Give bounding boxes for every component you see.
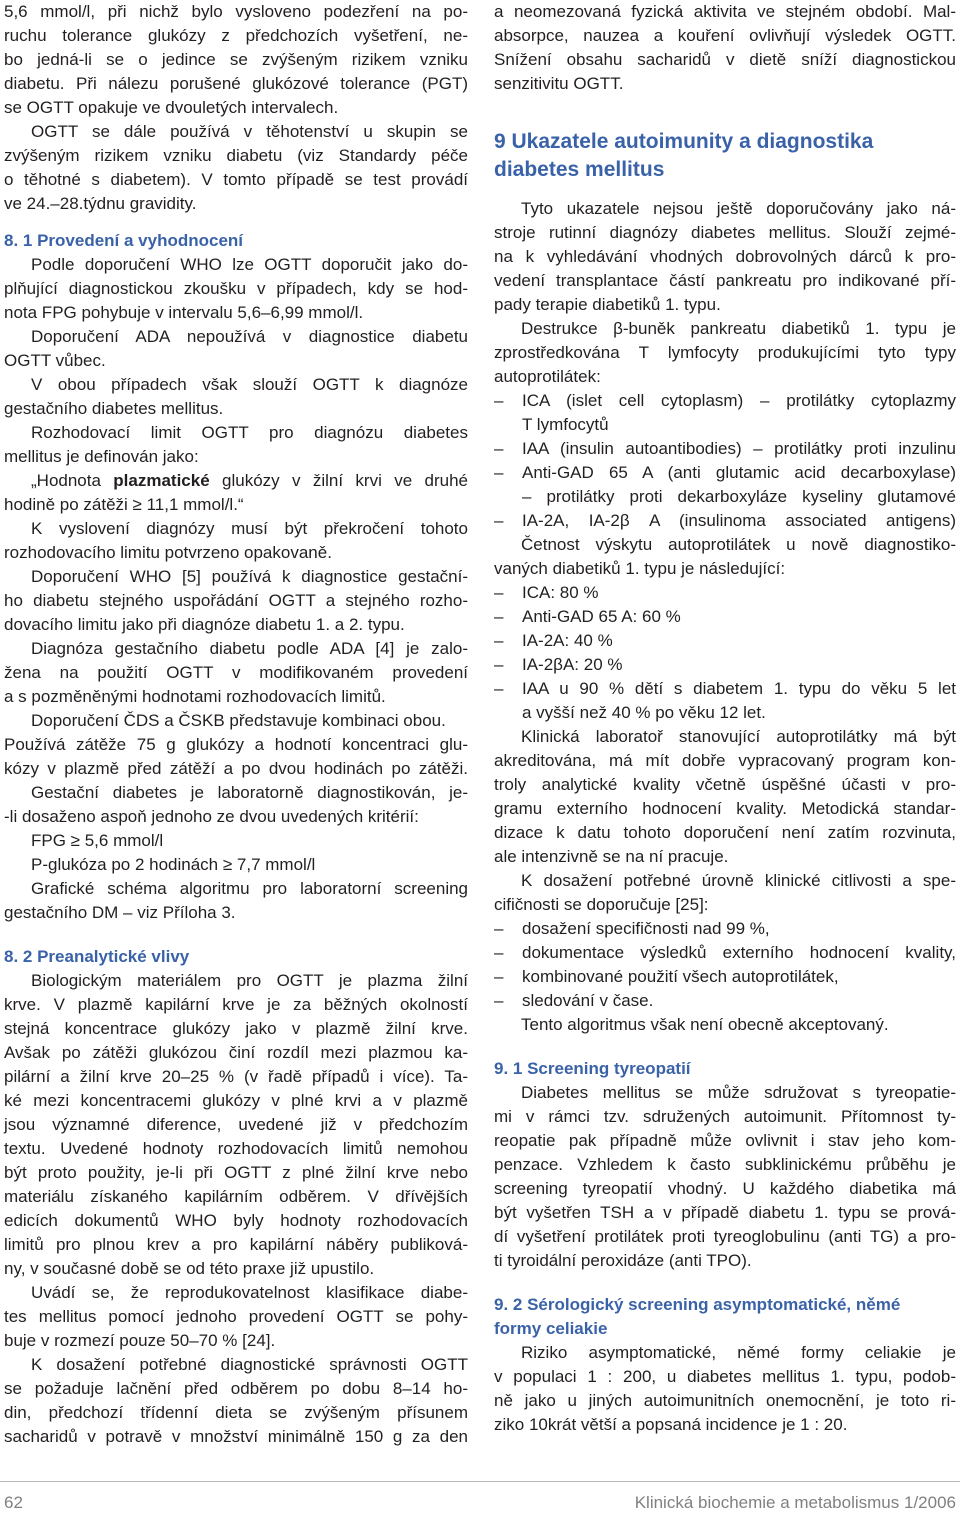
subsection-heading: formy celiakie [494, 1319, 608, 1338]
text-line: hodině po zátěži ≥ 11,1 mmol/l.“ [4, 495, 244, 514]
text-line: dovacího limitu jako při diagnóze diabetu 1. a 2. typu. [4, 615, 405, 634]
list-dash: – [494, 655, 504, 674]
text-line: OGTT se dále používá v těhotenství u skupin se [31, 122, 468, 141]
text-line: Četnost výskytu autoprotilátek u nově diagnostiko- [521, 535, 956, 554]
text-line: Diagnóza gestačního diabetu podle ADA [4] je zalo- [31, 639, 468, 658]
text-line: gramu externího hodnocení kvality. Metodická standar- [494, 799, 956, 818]
text-line: Gestační diabetes je laboratorně diagnostikován, je- [31, 783, 468, 802]
text-line: -li dosaženo aspoň jednoho ze dvou uvedených kritérií: [4, 807, 419, 826]
text-line: Tento algoritmus však není obecně akceptovaný. [521, 1015, 889, 1034]
text-line: krve. V plazmě kapilární krve je za běžných okolností [4, 995, 468, 1014]
page-number: 62 [4, 1493, 23, 1512]
right-column [494, 0, 956, 1437]
spacer [494, 96, 956, 128]
text-line: ti tyroidální peroxidáze (anti TPO). [494, 1251, 752, 1270]
list-dash: – [494, 607, 504, 626]
text-line: penzace. Vzhledem k často subklinickému průběhu je [494, 1155, 956, 1174]
spacer [494, 184, 956, 197]
footer-divider [0, 1481, 960, 1482]
text-line: ho diabetu stejného uspořádání OGTT a stejného rozho- [4, 591, 468, 610]
text-line: se OGTT opakuje ve dvouletých intervalech. [4, 98, 339, 117]
text-line: Doporučení ČDS a ČSKB představuje kombinaci obou. [31, 711, 446, 730]
text-line: se požaduje lačnění před odběrem po dobu 8–14 ho- [4, 1379, 468, 1398]
text-line: být proto použity, je-li při OGTT z plné žilní krve nebo [4, 1163, 468, 1182]
list-dash: – [494, 391, 504, 410]
list-item [494, 941, 956, 965]
text-line: K vyslovení diagnózy musí být překročení tohoto [31, 519, 468, 538]
subsection-heading: 9. 1 Screening tyreopatií [494, 1059, 691, 1078]
text-line: Uvádí se, že reprodukovatelnost klasifikace diabe- [31, 1283, 468, 1302]
text-line: materiálu získaného kapilárním odběrem. V dřívějších [4, 1187, 468, 1206]
text-line: akreditována, má mít dobře vypracovaný program kon- [494, 751, 956, 770]
subsection-heading: 9. 2 Sérologický screening asymptomatické, němé [494, 1295, 901, 1314]
list-item-text: IA-2A, IA-2β A (insulinoma associated antigens) [522, 511, 956, 530]
bold-term: plazmatické [113, 471, 210, 490]
list-item-text: IAA (insulin autoantibodies) – protilátky proti inzulinu [522, 439, 956, 458]
list-item [494, 605, 956, 629]
list-item [494, 509, 956, 533]
text-line: P-glukóza po 2 hodinách ≥ 7,7 mmol/l [31, 855, 316, 874]
list-dash: – [494, 631, 504, 650]
text-line: bo jedná-li se o jedince se zvýšeným rizikem vzniku [4, 50, 468, 69]
text-line: 5,6 mmol/l, při nichž bylo vysloveno podezření na po- [4, 2, 468, 21]
text-line: ruchu tolerance glukózy z předchozích vyšetření, ne- [4, 26, 468, 45]
text-line: FPG ≥ 5,6 mmol/l [31, 831, 164, 850]
list-dash: – [494, 583, 504, 602]
text-fragment: glukózy v žilní krvi ve druhé [209, 471, 468, 490]
list-item-text: sledování v čase. [522, 991, 654, 1010]
text-line: tes mellitus pomocí jednoho provedení OGTT se pohy- [4, 1307, 468, 1326]
text-line: ny, v současné době se od této praxe již upustilo. [4, 1259, 375, 1278]
text-line: vedení transplantace částí pankreatu pro indikované pří- [494, 271, 956, 290]
subsection-heading: 8. 1 Provedení a vyhodnocení [4, 231, 244, 250]
list-item [494, 461, 956, 485]
text-line: stejná koncentrace glukózy jako v plazmě žilní krve. [4, 1019, 468, 1038]
text-line: pilární a žilní krve 20–25 % (v řadě případů i více). Ta- [4, 1067, 468, 1086]
text-line: Snížení obsahu sacharidů v dietě sníží diagnostickou [494, 50, 956, 69]
list-dash: – [494, 991, 504, 1010]
list-dash: – [494, 511, 504, 530]
text-line: Riziko asymptomatické, němé formy celiakie je [521, 1343, 956, 1362]
text-line: dizace k datu tohoto doporučení není zatím rozvinuta, [494, 823, 956, 842]
list-item-text: IAA u 90 % dětí s diabetem 1. typu do věku 5 let [522, 679, 956, 698]
text-line: gestačního diabetes mellitus. [4, 399, 224, 418]
list-item [494, 989, 956, 1013]
section-heading: diabetes mellitus [494, 158, 665, 181]
text-line: mellitus je definován jako: [4, 447, 199, 466]
list-dash: – [494, 919, 504, 938]
list-item-text: ICA (islet cell cytoplasm) – protilátky cytoplazmy [522, 391, 956, 410]
list-item-text: dokumentace výsledků externího hodnocení kvality, [522, 943, 956, 962]
text-line: ale intenzivně se na ní pracuje. [494, 847, 729, 866]
text-line: Destrukce β-buněk pankreatu diabetiků 1. typu je [521, 319, 956, 338]
spacer [494, 1037, 956, 1057]
list-dash: – [494, 679, 504, 698]
text-line: a neomezovaná fyzická aktivita ve stejném období. Mal- [494, 2, 956, 21]
text-line: Klinická laboratoř stanovující autoprotilátky má být [521, 727, 956, 746]
text-line: sacharidů v potravě v množství minimálně 150 g za den [4, 1427, 468, 1446]
text-line: Avšak po zátěži glukózou činí rozdíl mezi plazmou ka- [4, 1043, 468, 1062]
list-item-continuation: T lymfocytů [522, 415, 609, 434]
text-line: screening tyreopatií vhodný. U každého diabetika má [494, 1179, 956, 1198]
text-line [4, 469, 468, 493]
text-line: senzitivitu OGTT. [494, 74, 624, 93]
text-line: rozhodovacího limitu potvrzeno opakovaně. [4, 543, 332, 562]
text-line: OGTT vůbec. [4, 351, 106, 370]
list-item [494, 677, 956, 701]
spacer [4, 216, 468, 229]
text-line: textu. Uvedené hodnoty rozhodovacích limitů nemohou [4, 1139, 468, 1158]
text-line: žena na použití OGTT v modifikovaném provedení [4, 663, 468, 682]
list-dash: – [494, 967, 504, 986]
subsection-heading: 8. 2 Preanalytické vlivy [4, 947, 190, 966]
text-line: ziko 10krát větší a popsaná incidence je 1 : 20. [494, 1415, 848, 1434]
list-item [494, 437, 956, 461]
text-line: mi v rámci tzv. sdružených autoimunit. Přítomnost ty- [494, 1107, 956, 1126]
list-item [494, 581, 956, 605]
text-line: kózy v plazmě před zátěží a po dvou hodinách po zátěži. [4, 759, 468, 778]
text-line: Rozhodovací limit OGTT pro diagnózu diabetes [31, 423, 468, 442]
text-line: Doporučení ADA nepoužívá v diagnostice diabetu [31, 327, 468, 346]
text-line: V obou případech však slouží OGTT k diagnóze [31, 375, 468, 394]
text-line: jsou významné diference, uvedené již v předchozím [4, 1115, 468, 1134]
text-line: troly analytické kvality včetně úspěšné účasti v pro- [494, 775, 956, 794]
text-line: pady terapie diabetiků 1. typu. [494, 295, 721, 314]
list-item-text: Anti-GAD 65 A: 60 % [522, 607, 681, 626]
list-item [494, 629, 956, 653]
list-item-text: IA-2A: 40 % [522, 631, 613, 650]
text-line: stroje rutinní diagnózy diabetes mellitus. Slouží zejmé- [494, 223, 956, 242]
list-item [494, 917, 956, 941]
text-line: ké mezi koncentracemi glukózy v plné krvi a v plazmě [4, 1091, 468, 1110]
text-line: Grafické schéma algoritmu pro laboratorní screening [31, 879, 468, 898]
text-line: diabetu. Při nálezu porušené glukózové tolerance (PGT) [4, 74, 468, 93]
text-line: Biologickým materiálem pro OGTT je plazma žilní [31, 971, 468, 990]
text-line: zprostředkována T lymfocyty produkujícími tyto typy [494, 343, 956, 362]
list-item-continuation: – protilátky proti dekarboxyláze kyseliny glutamové [522, 487, 956, 506]
text-line: Doporučení WHO [5] používá k diagnostice gestační- [31, 567, 468, 586]
text-line: limitů pro plnou krev a pro kapilární náběry publiková- [4, 1235, 468, 1254]
list-item-text: dosažení specifičnosti nad 99 %, [522, 919, 770, 938]
list-item-text: IA-2βA: 20 % [522, 655, 623, 674]
list-item-text: kombinované použití všech autoprotilátek, [522, 967, 839, 986]
text-line: Tyto ukazatele nejsou ještě doporučovány jako ná- [521, 199, 956, 218]
journal-title: Klinická biochemie a metabolismus 1/2006 [634, 1493, 956, 1512]
text-line: absorpce, nauzea a kouření ovlivňují výsledek OGTT. [494, 26, 956, 45]
section-heading: 9 Ukazatele autoimunity a diagnostika [494, 130, 874, 153]
text-line: K dosažení potřebné úrovně klinické citlivosti a spe- [521, 871, 956, 890]
spacer [494, 1273, 956, 1293]
text-line: ve 24.–28.týdnu gravidity. [4, 194, 197, 213]
spacer [4, 925, 468, 945]
text-line: v populaci 1 : 200, u diabetes mellitus 1. typu, podob- [494, 1367, 956, 1386]
list-dash: – [494, 439, 504, 458]
text-line: buje v rozmezí pouze 50–70 % [24]. [4, 1331, 276, 1350]
text-line: edicích dokumentů WHO byly hodnoty rozhodovacích [4, 1211, 468, 1230]
list-item [494, 965, 956, 989]
text-line: o těhotné s diabetem). V tomto případě se test provádí [4, 170, 468, 189]
text-line: ně jako u jiných autoimunitních onemocnění, je toto ri- [494, 1391, 956, 1410]
list-item [494, 389, 956, 413]
text-line: dí vyšetření protilátek proti tyreoglobulinu (anti TG) a pro- [494, 1227, 956, 1246]
text-line: nota FPG pohybuje v intervalu 5,6–6,99 mmol/l. [4, 303, 364, 322]
text-line: cifičnosti se doporučuje [25]: [494, 895, 709, 914]
text-line: Diabetes mellitus se může sdružovat s tyreopatie- [521, 1083, 956, 1102]
list-dash: – [494, 463, 504, 482]
text-line: na k vyhledávání vhodných dobrovolných dárců k pro- [494, 247, 956, 266]
text-line: Používá zátěže 75 g glukózy a hodnotí koncentraci glu- [4, 735, 468, 754]
text-fragment: „Hodnota [31, 471, 114, 490]
text-line: Podle doporučení WHO lze OGTT doporučit jako do- [31, 255, 468, 274]
text-line: gestačního DM – viz Příloha 3. [4, 903, 236, 922]
text-line: plňující diagnostickou zkoušku v případech, kdy se hod- [4, 279, 468, 298]
text-line: K dosažení potřebné diagnostické správnosti OGTT [31, 1355, 468, 1374]
text-line: vaných diabetiků 1. typu je následující: [494, 559, 786, 578]
list-item-continuation: a vyšší než 40 % po věku 12 let. [522, 703, 766, 722]
list-item-text: Anti-GAD 65 A (anti glutamic acid decarboxylase) [522, 463, 956, 482]
text-line: reopatie pak případně může ovlivnit i stav jeho kom- [494, 1131, 956, 1150]
list-item-text: ICA: 80 % [522, 583, 599, 602]
text-line: autoprotilátek: [494, 367, 601, 386]
list-item [494, 653, 956, 677]
text-line: zvýšeným rizikem vzniku diabetu (viz Standardy péče [4, 146, 468, 165]
left-column [4, 0, 468, 1449]
text-line: být vyšetřen TSH a v případě diabetu 1. typu se prová- [494, 1203, 956, 1222]
list-dash: – [494, 943, 504, 962]
text-line: din, předchozí třídenní dieta se zvýšeným přísunem [4, 1403, 468, 1422]
text-line: a s pozměněnými hodnotami rozhodovacích limitů. [4, 687, 386, 706]
